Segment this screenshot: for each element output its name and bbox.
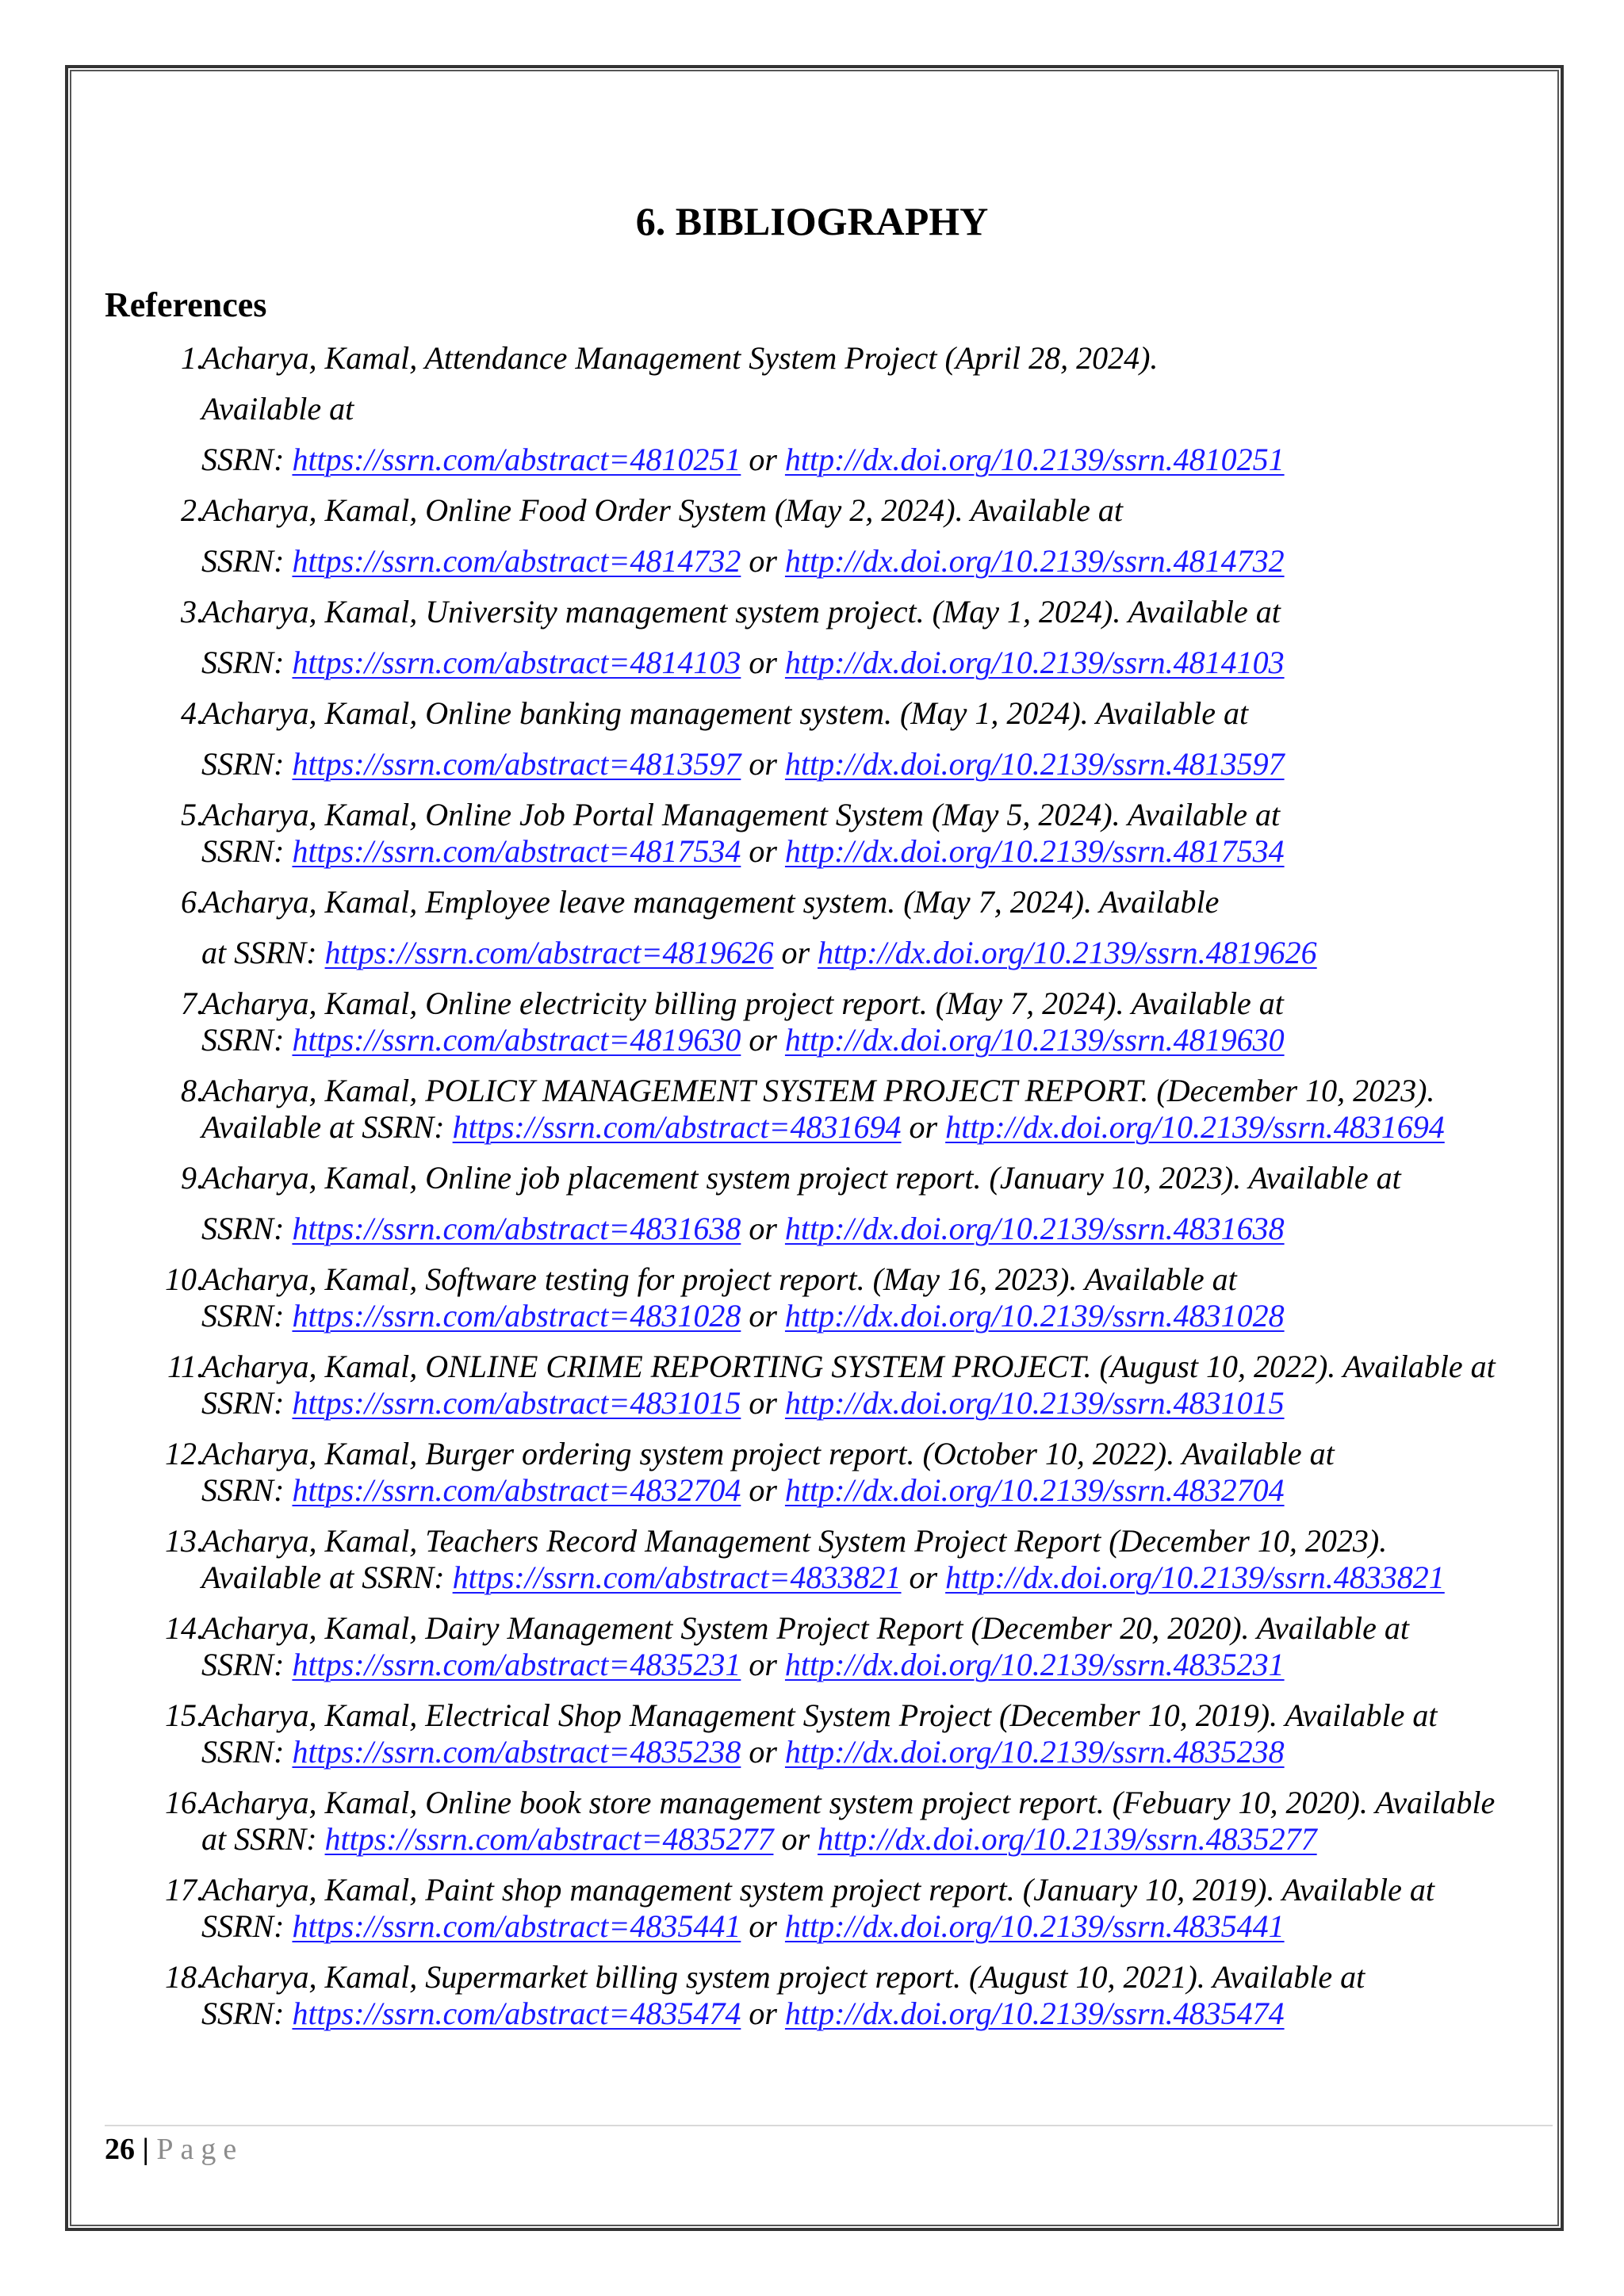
link-separator: or bbox=[741, 1734, 785, 1770]
doi-link[interactable]: http://dx.doi.org/10.2139/ssrn.4831015 bbox=[784, 1385, 1285, 1421]
reference-text: Acharya, Kamal, Employee leave management system. (May 7, 2024). Available bbox=[201, 884, 1220, 920]
link-separator: or bbox=[741, 543, 785, 579]
doi-link[interactable]: http://dx.doi.org/10.2139/ssrn.4831694 bbox=[945, 1109, 1445, 1145]
link-separator: or bbox=[741, 1472, 785, 1508]
reference-links bbox=[201, 1210, 1285, 1247]
ssrn-prefix: SSRN: bbox=[201, 1298, 293, 1334]
ssrn-link[interactable]: https://ssrn.com/abstract=4835474 bbox=[292, 1996, 741, 2031]
reference-number: 12. bbox=[165, 1436, 205, 1471]
ssrn-link[interactable]: https://ssrn.com/abstract=4831638 bbox=[292, 1211, 741, 1246]
ssrn-prefix: SSRN: bbox=[201, 442, 293, 477]
reference-text: Acharya, Kamal, Teachers Record Management System Project Report (December 10, 2023). bbox=[201, 1523, 1388, 1559]
reference-text: Acharya, Kamal, University management system project. (May 1, 2024). Available at bbox=[201, 594, 1281, 629]
ssrn-link[interactable]: https://ssrn.com/abstract=4835277 bbox=[324, 1821, 774, 1857]
ssrn-link[interactable]: https://ssrn.com/abstract=4833821 bbox=[452, 1559, 902, 1595]
ssrn-prefix: SSRN: bbox=[201, 1908, 293, 1944]
ssrn-link[interactable]: https://ssrn.com/abstract=4835231 bbox=[292, 1647, 741, 1682]
reference-text: Acharya, Kamal, Online electricity billing project report. (May 7, 2024). Available at bbox=[201, 985, 1284, 1021]
reference-links bbox=[201, 832, 1285, 870]
ssrn-prefix: Available at SSRN: bbox=[201, 1109, 453, 1145]
page-title: 6. BIBLIOGRAPHY bbox=[635, 199, 989, 243]
ssrn-link[interactable]: https://ssrn.com/abstract=4835441 bbox=[292, 1908, 741, 1944]
doi-link[interactable]: http://dx.doi.org/10.2139/ssrn.4817534 bbox=[784, 833, 1285, 869]
reference-text: Acharya, Kamal, Attendance Management System Project (April 28, 2024). bbox=[201, 340, 1159, 376]
ssrn-link[interactable]: https://ssrn.com/abstract=4819630 bbox=[292, 1022, 741, 1058]
doi-link[interactable]: http://dx.doi.org/10.2139/ssrn.4835441 bbox=[784, 1908, 1285, 1944]
reference-text: Acharya, Kamal, Online book store management system project report. (Febuary 10, 2020). Available bbox=[201, 1785, 1496, 1820]
footer-separator: | bbox=[142, 2133, 149, 2166]
reference-links bbox=[201, 1108, 1445, 1146]
doi-link[interactable]: http://dx.doi.org/10.2139/ssrn.4835231 bbox=[784, 1647, 1285, 1682]
reference-number: 7. bbox=[181, 985, 205, 1021]
reference-links bbox=[201, 745, 1285, 783]
ssrn-prefix: SSRN: bbox=[201, 833, 293, 869]
ssrn-prefix: SSRN: bbox=[201, 1211, 293, 1246]
page-label: Page bbox=[156, 2133, 244, 2166]
reference-links bbox=[201, 1646, 1285, 1683]
ssrn-prefix: SSRN: bbox=[201, 1472, 293, 1508]
reference-text: Acharya, Kamal, Software testing for project report. (May 16, 2023). Available at bbox=[201, 1261, 1237, 1297]
reference-text: Acharya, Kamal, Online Job Portal Management System (May 5, 2024). Available at bbox=[201, 797, 1281, 832]
doi-link[interactable]: http://dx.doi.org/10.2139/ssrn.4835474 bbox=[784, 1996, 1285, 2031]
ssrn-link[interactable]: https://ssrn.com/abstract=4819626 bbox=[324, 935, 774, 970]
ssrn-prefix: at SSRN: bbox=[201, 935, 325, 970]
link-separator: or bbox=[741, 1211, 785, 1246]
ssrn-prefix: Available at SSRN: bbox=[201, 1559, 453, 1595]
ssrn-prefix: SSRN: bbox=[201, 543, 293, 579]
reference-text-continued: Available at bbox=[201, 391, 354, 427]
doi-link[interactable]: http://dx.doi.org/10.2139/ssrn.4831638 bbox=[784, 1211, 1285, 1246]
reference-links bbox=[201, 1820, 1317, 1858]
reference-number: 10. bbox=[165, 1261, 205, 1297]
reference-links bbox=[201, 1908, 1285, 1945]
reference-text: Acharya, Kamal, ONLINE CRIME REPORTING SYSTEM PROJECT. (August 10, 2022). Available at bbox=[201, 1349, 1496, 1384]
ssrn-prefix: SSRN: bbox=[201, 1734, 293, 1770]
reference-number: 6. bbox=[181, 884, 205, 920]
reference-number: 14. bbox=[165, 1610, 205, 1646]
ssrn-prefix: SSRN: bbox=[201, 1996, 293, 2031]
ssrn-link[interactable]: https://ssrn.com/abstract=4817534 bbox=[292, 833, 741, 869]
reference-links bbox=[201, 1021, 1285, 1058]
reference-links bbox=[201, 1559, 1445, 1596]
reference-links bbox=[201, 1384, 1285, 1422]
reference-links bbox=[201, 542, 1285, 580]
ssrn-link[interactable]: https://ssrn.com/abstract=4831015 bbox=[292, 1385, 741, 1421]
reference-number: 8. bbox=[181, 1073, 205, 1108]
doi-link[interactable]: http://dx.doi.org/10.2139/ssrn.4835238 bbox=[784, 1734, 1285, 1770]
doi-link[interactable]: http://dx.doi.org/10.2139/ssrn.4819626 bbox=[818, 935, 1317, 970]
reference-links bbox=[201, 644, 1285, 681]
doi-link[interactable]: http://dx.doi.org/10.2139/ssrn.4813597 bbox=[784, 746, 1285, 782]
link-separator: or bbox=[741, 746, 785, 782]
page-number: 26 bbox=[105, 2133, 135, 2166]
ssrn-link[interactable]: https://ssrn.com/abstract=4813597 bbox=[292, 746, 741, 782]
page-footer bbox=[105, 2130, 243, 2169]
reference-text: Acharya, Kamal, Dairy Management System Project Report (December 20, 2020). Available at bbox=[201, 1610, 1409, 1646]
reference-links bbox=[201, 1733, 1285, 1770]
doi-link[interactable]: http://dx.doi.org/10.2139/ssrn.4819630 bbox=[784, 1022, 1285, 1058]
link-separator: or bbox=[901, 1559, 946, 1595]
doi-link[interactable]: http://dx.doi.org/10.2139/ssrn.4814103 bbox=[784, 645, 1285, 680]
reference-text: Acharya, Kamal, Electrical Shop Management System Project (December 10, 2019). Available at bbox=[201, 1697, 1438, 1733]
reference-number: 18. bbox=[165, 1959, 205, 1995]
reference-number: 9. bbox=[181, 1160, 205, 1196]
link-separator: or bbox=[741, 1385, 785, 1421]
reference-links bbox=[201, 441, 1285, 478]
ssrn-link[interactable]: https://ssrn.com/abstract=4831028 bbox=[292, 1298, 741, 1334]
ssrn-prefix: SSRN: bbox=[201, 1385, 293, 1421]
reference-number: 11. bbox=[167, 1349, 205, 1384]
doi-link[interactable]: http://dx.doi.org/10.2139/ssrn.4835277 bbox=[818, 1821, 1317, 1857]
reference-number: 17. bbox=[165, 1872, 205, 1908]
link-separator: or bbox=[741, 833, 785, 869]
ssrn-prefix: at SSRN: bbox=[201, 1821, 325, 1857]
reference-text: Acharya, Kamal, Online banking management system. (May 1, 2024). Available at bbox=[201, 695, 1249, 731]
ssrn-link[interactable]: https://ssrn.com/abstract=4814103 bbox=[292, 645, 741, 680]
ssrn-link[interactable]: https://ssrn.com/abstract=4835238 bbox=[292, 1734, 741, 1770]
link-separator: or bbox=[773, 935, 818, 970]
link-separator: or bbox=[741, 1908, 785, 1944]
reference-number: 3. bbox=[181, 594, 205, 629]
ssrn-link[interactable]: https://ssrn.com/abstract=4814732 bbox=[292, 543, 741, 579]
reference-number: 4. bbox=[181, 695, 205, 731]
reference-text: Acharya, Kamal, Paint shop management system project report. (January 10, 2019). Available at bbox=[201, 1872, 1434, 1908]
ssrn-prefix: SSRN: bbox=[201, 1022, 293, 1058]
reference-number: 16. bbox=[165, 1785, 205, 1820]
link-separator: or bbox=[773, 1821, 818, 1857]
ssrn-prefix: SSRN: bbox=[201, 746, 293, 782]
reference-links bbox=[201, 1995, 1285, 2032]
reference-text: Acharya, Kamal, POLICY MANAGEMENT SYSTEM PROJECT REPORT. (December 10, 2023). bbox=[201, 1073, 1435, 1108]
link-separator: or bbox=[741, 442, 785, 477]
reference-text: Acharya, Kamal, Online Food Order System (May 2, 2024). Available at bbox=[201, 492, 1124, 528]
link-separator: or bbox=[741, 1996, 785, 2031]
link-separator: or bbox=[741, 1647, 785, 1682]
doi-link[interactable]: http://dx.doi.org/10.2139/ssrn.4833821 bbox=[945, 1559, 1445, 1595]
section-heading: References bbox=[105, 285, 267, 324]
reference-number: 13. bbox=[165, 1523, 205, 1559]
ssrn-link[interactable]: https://ssrn.com/abstract=4831694 bbox=[452, 1109, 902, 1145]
doi-link[interactable]: http://dx.doi.org/10.2139/ssrn.4814732 bbox=[784, 543, 1285, 579]
reference-links bbox=[201, 1297, 1285, 1334]
link-separator: or bbox=[901, 1109, 946, 1145]
link-separator: or bbox=[741, 1022, 785, 1058]
ssrn-link[interactable]: https://ssrn.com/abstract=4832704 bbox=[292, 1472, 741, 1508]
ssrn-link[interactable]: https://ssrn.com/abstract=4810251 bbox=[292, 442, 741, 477]
link-separator: or bbox=[741, 645, 785, 680]
doi-link[interactable]: http://dx.doi.org/10.2139/ssrn.4810251 bbox=[784, 442, 1285, 477]
reference-links bbox=[201, 1471, 1285, 1509]
reference-number: 2. bbox=[181, 492, 205, 528]
ssrn-prefix: SSRN: bbox=[201, 1647, 293, 1682]
reference-text: Acharya, Kamal, Online job placement system project report. (January 10, 2023). Available at bbox=[201, 1160, 1401, 1196]
footer-rule bbox=[105, 2125, 1553, 2126]
reference-number: 15. bbox=[165, 1697, 205, 1733]
reference-text: Acharya, Kamal, Supermarket billing system project report. (August 10, 2021). Available at bbox=[201, 1959, 1365, 1995]
reference-number: 5. bbox=[181, 797, 205, 832]
reference-text: Acharya, Kamal, Burger ordering system project report. (October 10, 2022). Available at bbox=[201, 1436, 1335, 1471]
doi-link[interactable]: http://dx.doi.org/10.2139/ssrn.4831028 bbox=[784, 1298, 1285, 1334]
link-separator: or bbox=[741, 1298, 785, 1334]
doi-link[interactable]: http://dx.doi.org/10.2139/ssrn.4832704 bbox=[784, 1472, 1285, 1508]
ssrn-prefix: SSRN: bbox=[201, 645, 293, 680]
reference-links bbox=[201, 934, 1317, 971]
reference-number: 1. bbox=[181, 340, 205, 376]
